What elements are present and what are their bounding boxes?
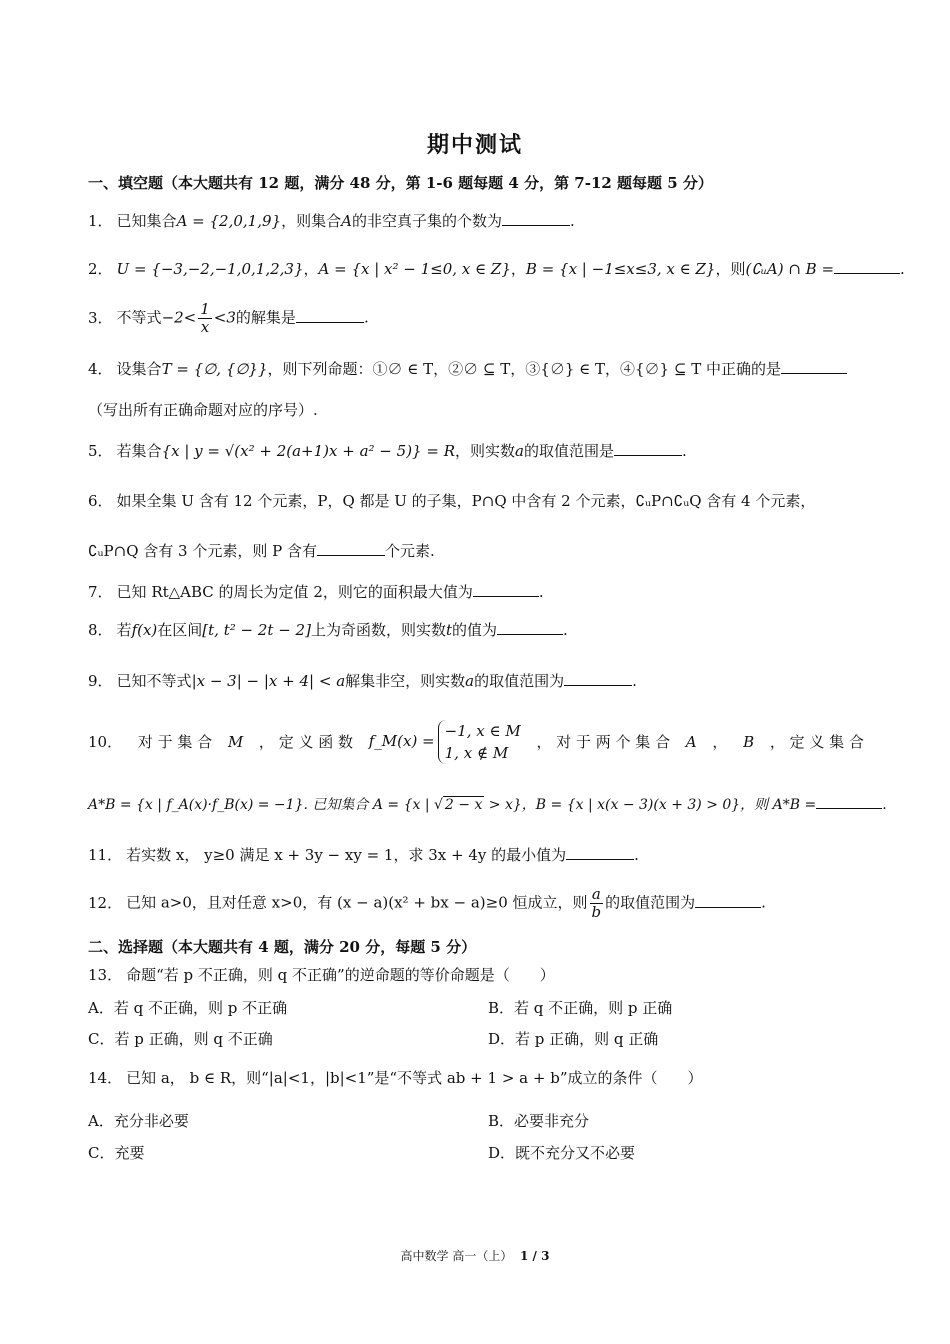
question-text: . [634,846,639,864]
question-text: 对 于 集 合 [137,733,213,751]
question-text: . [900,260,905,278]
option-d: D．若 p 正确，则 q 正确 [488,1030,659,1048]
question-number: 7． [88,583,113,601]
question-text: ， 定 义 集 合 [769,733,864,751]
question-text: 的值为 [451,621,497,639]
question-number: 4． [88,360,113,378]
math-symbol: M [227,733,244,751]
question-text: 解集非空，则实数 [345,672,466,690]
question-2 [88,259,905,279]
option-c: C．充要 [88,1144,145,1162]
fraction-denominator: b [591,903,602,921]
fraction-denominator: x [200,318,210,336]
question-number: 11． [88,846,123,864]
question-9 [88,671,637,691]
option-a: A．充分非必要 [88,1112,189,1130]
answer-blank [781,359,847,374]
question-text: ， [303,260,319,278]
question-text: . [761,893,766,912]
footer-subject: 高中数学 高一（上） [400,1249,513,1263]
question-7 [88,582,544,602]
question-10-line-2: A*B = {x | f_A(x)·f_B(x) = −1}. 已知集合 A = {x | √ 2 − x > x}，B = {x | x(x − 3)(x + 3) > 0}，则 A*B = . [88,794,887,815]
sqrt-radicand: 2 − x [444,797,483,813]
math-expression: A = {x | x² − 1≤0, x ∈ Z} [318,260,511,278]
question-6 [88,491,815,511]
question-10 [88,720,864,764]
question-number: 8． [88,621,113,639]
question-number: 14． [88,1069,123,1087]
question-text: 如果全集 U 含有 12 个元素，P，Q 都是 U 的子集，P∩Q 中含有 2 个元素，∁ᵤP∩∁ᵤQ 含有 4 个元素， [116,492,816,510]
question-text: ， 对 于 两 个 集 合 [536,733,671,751]
question-number: 10． [88,733,123,751]
question-6-line-2 [88,541,435,561]
fraction [198,301,212,336]
math-symbol: A [341,212,352,230]
answer-blank [497,620,563,635]
option-b: B．必要非充分 [488,1112,590,1130]
question-3 [88,301,369,336]
question-text: ，则下列命题：①∅ ∈ T，②∅ ⊆ T，③{∅} ∈ T，④{∅} ⊆ T 中正确的是 [267,360,781,378]
math-expression: |x − 3| − |x + 4| < a [191,672,346,690]
question-text: 上为奇函数，则实数 [310,621,446,639]
question-text: ，则 [715,260,746,278]
question-number: 1． [88,212,113,230]
fraction [590,886,604,921]
question-number: 13． [88,966,123,984]
question-text: ， [712,733,728,751]
question-text: . [563,621,568,639]
math-expression: > x}，B = {x | x(x − 3)(x + 3) > 0}，则 A*B = [484,797,817,813]
math-expression: {x | y = √(x² + 2(a+1)x + a² − 5)} = R [161,442,455,460]
piecewise-cases [438,720,521,764]
question-number: 3． [88,308,113,327]
question-number: 6． [88,492,113,510]
section-fill-in-header: 一、填空题（本大题共有 12 题，满分 48 分，第 1-6 题每题 4 分，第 7-12 题每题 5 分） [88,174,713,192]
question-text: 已知 a， b ∈ R，则“|a|<1，|b|<1”是“不等式 ab + 1 > a + b”成立的条件（ ） [126,1069,703,1087]
question-text: 已知集合 [116,212,177,230]
question-text: . [363,308,369,327]
option-d: D．既不充分又不必要 [488,1144,636,1162]
question-text: 个元素. [384,542,435,560]
option-b: B．若 q 不正确，则 p 正确 [488,999,673,1017]
answer-blank [566,845,634,860]
piecewise-function [369,720,521,764]
math-expression: A*B = {x | f_A(x)·f_B(x) = −1}. 已知集合 A = {x | [88,797,434,813]
option-a: A．若 q 不正确，则 p 不正确 [88,999,288,1017]
question-text: 的取值范围为 [605,893,696,912]
piecewise-case: 1, x ∉ M [444,744,509,762]
answer-blank [502,211,570,226]
math-expression: [t, t² − 2t − 2] [202,621,311,639]
question-4-line-2: （写出所有正确命题对应的序号）. [88,401,318,419]
math-expression: −2< [161,308,197,327]
answer-blank [614,441,682,456]
question-text: 已知 Rt△ABC 的周长为定值 2，则它的面积最大值为 [116,583,473,601]
question-text: 设集合 [116,360,162,378]
question-text: ∁ᵤP∩Q 含有 3 个元素，则 P 含有 [88,542,317,560]
option-c: C．若 p 正确，则 q 不正确 [88,1030,273,1048]
question-8 [88,620,568,640]
answer-blank [695,893,761,908]
question-text: 已知 a>0，且对任意 x>0，有 (x − a)(x² + bx − a)≥0 恒成立，则 [126,893,588,912]
question-text: ，则实数 [455,442,516,460]
math-expression: f_M(x) = [368,732,435,750]
answer-blank [816,794,882,809]
math-symbol: A [685,733,697,751]
question-number: 2． [88,260,113,278]
math-expression: (∁ᵤA) ∩ B = [745,260,835,278]
question-text: ， 定 义 函 数 [258,733,353,751]
question-number: 5． [88,442,113,460]
question-text: . [681,442,687,460]
question-text: 若 [116,621,132,639]
question-text: 在区间 [157,621,203,639]
piecewise-case: −1, x ∈ M [444,722,521,740]
math-expression: f(x) [131,621,158,639]
page-footer [0,1247,950,1264]
math-symbol: t [445,621,452,639]
answer-blank [317,541,385,556]
question-text: 若集合 [116,442,162,460]
math-symbol: B [743,733,755,751]
section-choice-header: 二、选择题（本大题共有 4 题，满分 20 分，每题 5 分） [88,938,477,956]
question-text: . [569,212,575,230]
fraction-numerator: 1 [200,300,210,318]
question-4 [88,359,847,379]
page-title: 期中测试 [426,132,523,158]
math-expression: <3 [213,308,236,327]
math-expression: T = {∅, {∅}} [161,360,268,378]
answer-blank [564,671,632,686]
question-text: . [632,672,637,690]
question-14 [88,1068,702,1088]
question-12 [88,886,766,921]
fraction-numerator: a [590,886,604,904]
question-text: . [538,583,544,601]
question-11 [88,845,639,865]
question-5 [88,441,687,461]
answer-blank [834,259,900,274]
question-13 [88,965,555,985]
page-number: 1 / 3 [520,1249,550,1263]
question-1 [88,211,575,231]
question-text: 已知不等式 [116,672,192,690]
math-symbol: a [465,672,475,690]
question-text: 的取值范围为 [474,672,565,690]
question-text: 若实数 x， y≥0 满足 x + 3y − xy = 1，求 3x + 4y 的最小值为 [126,846,567,864]
question-text: ， [510,260,526,278]
question-text: . [882,797,887,813]
math-expression: A = {2,0,1,9} [176,212,282,230]
question-text: ，则集合 [281,212,342,230]
question-text: 命题“若 p 不正确，则 q 不正确”的逆命题的等价命题是（ ） [126,966,555,984]
math-expression: U = {−3,−2,−1,0,1,2,3} [116,260,304,278]
answer-blank [473,582,539,597]
question-number: 9． [88,672,113,690]
answer-blank [296,308,364,323]
math-symbol: a [515,442,524,460]
question-number: 12． [88,893,123,912]
question-text: 的非空真子集的个数为 [351,212,502,230]
math-expression: B = {x | −1≤x≤3, x ∈ Z} [525,260,716,278]
question-text: 不等式 [116,308,162,327]
question-text: 的解集是 [235,308,296,327]
question-text: 的取值范围是 [523,442,614,460]
